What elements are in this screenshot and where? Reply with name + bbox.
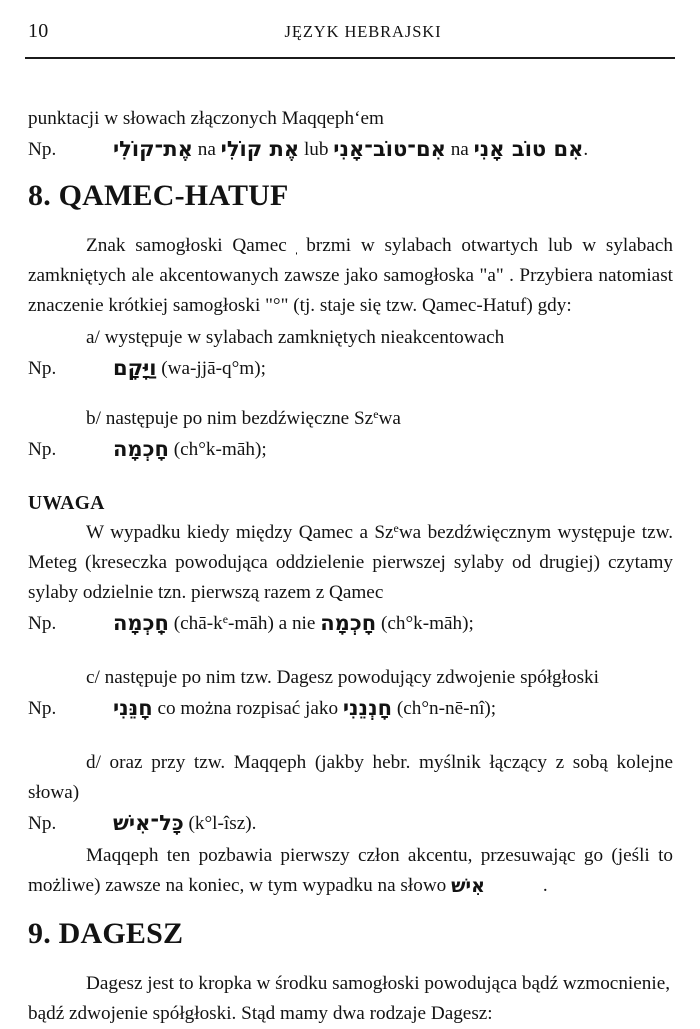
hebrew-im-tov-ani-maqqeph: אִם־טוֹב־אָנִי bbox=[333, 137, 446, 161]
translit-kol-isz: (k°l-îsz). bbox=[188, 813, 257, 834]
item-b-superscript-e: e bbox=[373, 406, 379, 421]
translit-wajjaqom: (wa-jjā-q°m); bbox=[161, 358, 266, 379]
hebrew-chokmah-meteg: חָֽכְמָה bbox=[113, 611, 169, 635]
note-paragraph bbox=[28, 518, 673, 608]
item-c-mid-text: co można rozpisać jako bbox=[157, 698, 339, 719]
example-item-a-body bbox=[113, 353, 673, 384]
hebrew-chonneni: חָנֵּנִי bbox=[113, 696, 153, 720]
hebrew-ish: אִישׁ bbox=[451, 875, 485, 897]
closing-text-before: Maqqeph ten pozbawia pierwszy człon akcentu, przesuwając go (jeśli to możliwe) zawsze na koniec, w tym wypadku na słowo bbox=[28, 845, 673, 896]
np-label: Np. bbox=[28, 139, 57, 160]
translit-chokmah: (ch°k-māh); bbox=[173, 439, 267, 460]
section-heading-8: 8. QAMEC-HATUF bbox=[28, 179, 289, 212]
example-maqqeph-body bbox=[113, 134, 673, 165]
translit-superscript-e: e bbox=[222, 611, 229, 626]
translit-chokmah-2: (ch°k-māh); bbox=[380, 613, 474, 634]
note-text-before: W wypadku kiedy między Qamec a Sz bbox=[86, 522, 394, 543]
example-item-d bbox=[28, 808, 673, 839]
section-8-intro: Znak samogłoski Qamec ֽ brzmi w sylabach otwartych lub w sylabach zamkniętych ale akcentowanych zawsze jako samogłoska "a" . Przybiera natomiast znaczenie krótkiej samogłoski "°" (tj. staje się tzw. Qamec-Hatuf) gdy: bbox=[28, 235, 673, 316]
closing-text-after: . bbox=[542, 875, 548, 896]
connector-na-1: na bbox=[197, 139, 216, 160]
translit-chakemah-after: -māh) a nie bbox=[228, 613, 316, 634]
translit-chonneni: (ch°n-nē-nî); bbox=[396, 698, 497, 719]
hebrew-im-tov-ani: אִם טוֹב אָנִי bbox=[473, 137, 584, 161]
hebrew-chonneni-expanded: חָנְנֵנִי bbox=[342, 696, 393, 720]
hebrew-et-koli-maqqeph: אֶת־קוֹלִי bbox=[113, 137, 193, 161]
note-superscript-e: e bbox=[393, 520, 399, 535]
item-b-text-before: b/ następuje po nim bezdźwięczne Sz bbox=[86, 408, 374, 429]
hebrew-wajjaqom: וַיָּקָם bbox=[113, 356, 157, 380]
np-label: Np. bbox=[28, 358, 57, 379]
connector-lub: lub bbox=[303, 139, 329, 160]
np-label: Np. bbox=[28, 698, 57, 719]
np-label: Np. bbox=[28, 813, 57, 834]
translit-chakemah-before: (chā-k bbox=[173, 613, 223, 634]
page-header bbox=[28, 18, 672, 52]
running-title: JĘZYK HEBRAJSKI bbox=[284, 22, 442, 41]
hebrew-et-koli: אֶת קוֹלִי bbox=[220, 137, 300, 161]
item-b-text bbox=[28, 404, 673, 434]
page-number: 10 bbox=[28, 20, 49, 42]
example-note-meteg bbox=[28, 608, 673, 639]
example-terminator: . bbox=[583, 139, 589, 160]
connector-na-2: na bbox=[450, 139, 469, 160]
np-label: Np. bbox=[28, 613, 57, 634]
item-c-text: c/ następuje po nim tzw. Dagesz powodujący zdwojenie spółgłoski bbox=[86, 667, 599, 688]
example-item-c bbox=[28, 693, 673, 724]
example-item-b-body bbox=[113, 434, 673, 465]
np-label: Np. bbox=[28, 439, 57, 460]
item-d-text: d/ oraz przy tzw. Maqqeph (jakby hebr. myślnik łączący z sobą kolejne słowa) bbox=[28, 752, 673, 803]
carryover-line: punktacji w słowach złączonych Maqqeph‘em bbox=[28, 108, 384, 129]
item-b-text-after: wa bbox=[378, 408, 401, 429]
example-maqqeph bbox=[28, 134, 673, 165]
example-item-a bbox=[28, 353, 673, 384]
section-heading-9: 9. DAGESZ bbox=[28, 917, 184, 950]
example-item-d-body bbox=[113, 808, 673, 839]
example-note-body bbox=[113, 608, 673, 639]
example-item-c-body bbox=[113, 693, 673, 724]
note-heading-uwaga: UWAGA bbox=[28, 493, 105, 514]
item-a-text: a/ występuje w sylabach zamkniętych nieakcentowach bbox=[86, 327, 505, 348]
page-body bbox=[28, 104, 673, 1029]
section-9-intro: Dagesz jest to kropka w środku samogłoski powodująca bądź wzmocnienie, bądź zdwojenie spółgłoski. Stąd mamy dwa rodzaje Dagesz: bbox=[28, 973, 671, 1024]
hebrew-kol-ish: כָּל־אִישׁ bbox=[113, 811, 184, 835]
section-8-closing bbox=[28, 841, 673, 901]
example-item-b bbox=[28, 434, 673, 465]
hebrew-chokmah: חָכְמָה bbox=[113, 437, 169, 461]
header-divider bbox=[25, 57, 675, 59]
note-text-after: wa bezdźwięcznym występuje tzw. Meteg (kreseczka powodująca oddzielenie pierwszej sylaby od drugiej) czytamy sylaby odzielnie tzn. pierwszą razem z Qamec bbox=[28, 522, 673, 603]
hebrew-chokmah-plain: חָכְמָה bbox=[320, 611, 377, 635]
